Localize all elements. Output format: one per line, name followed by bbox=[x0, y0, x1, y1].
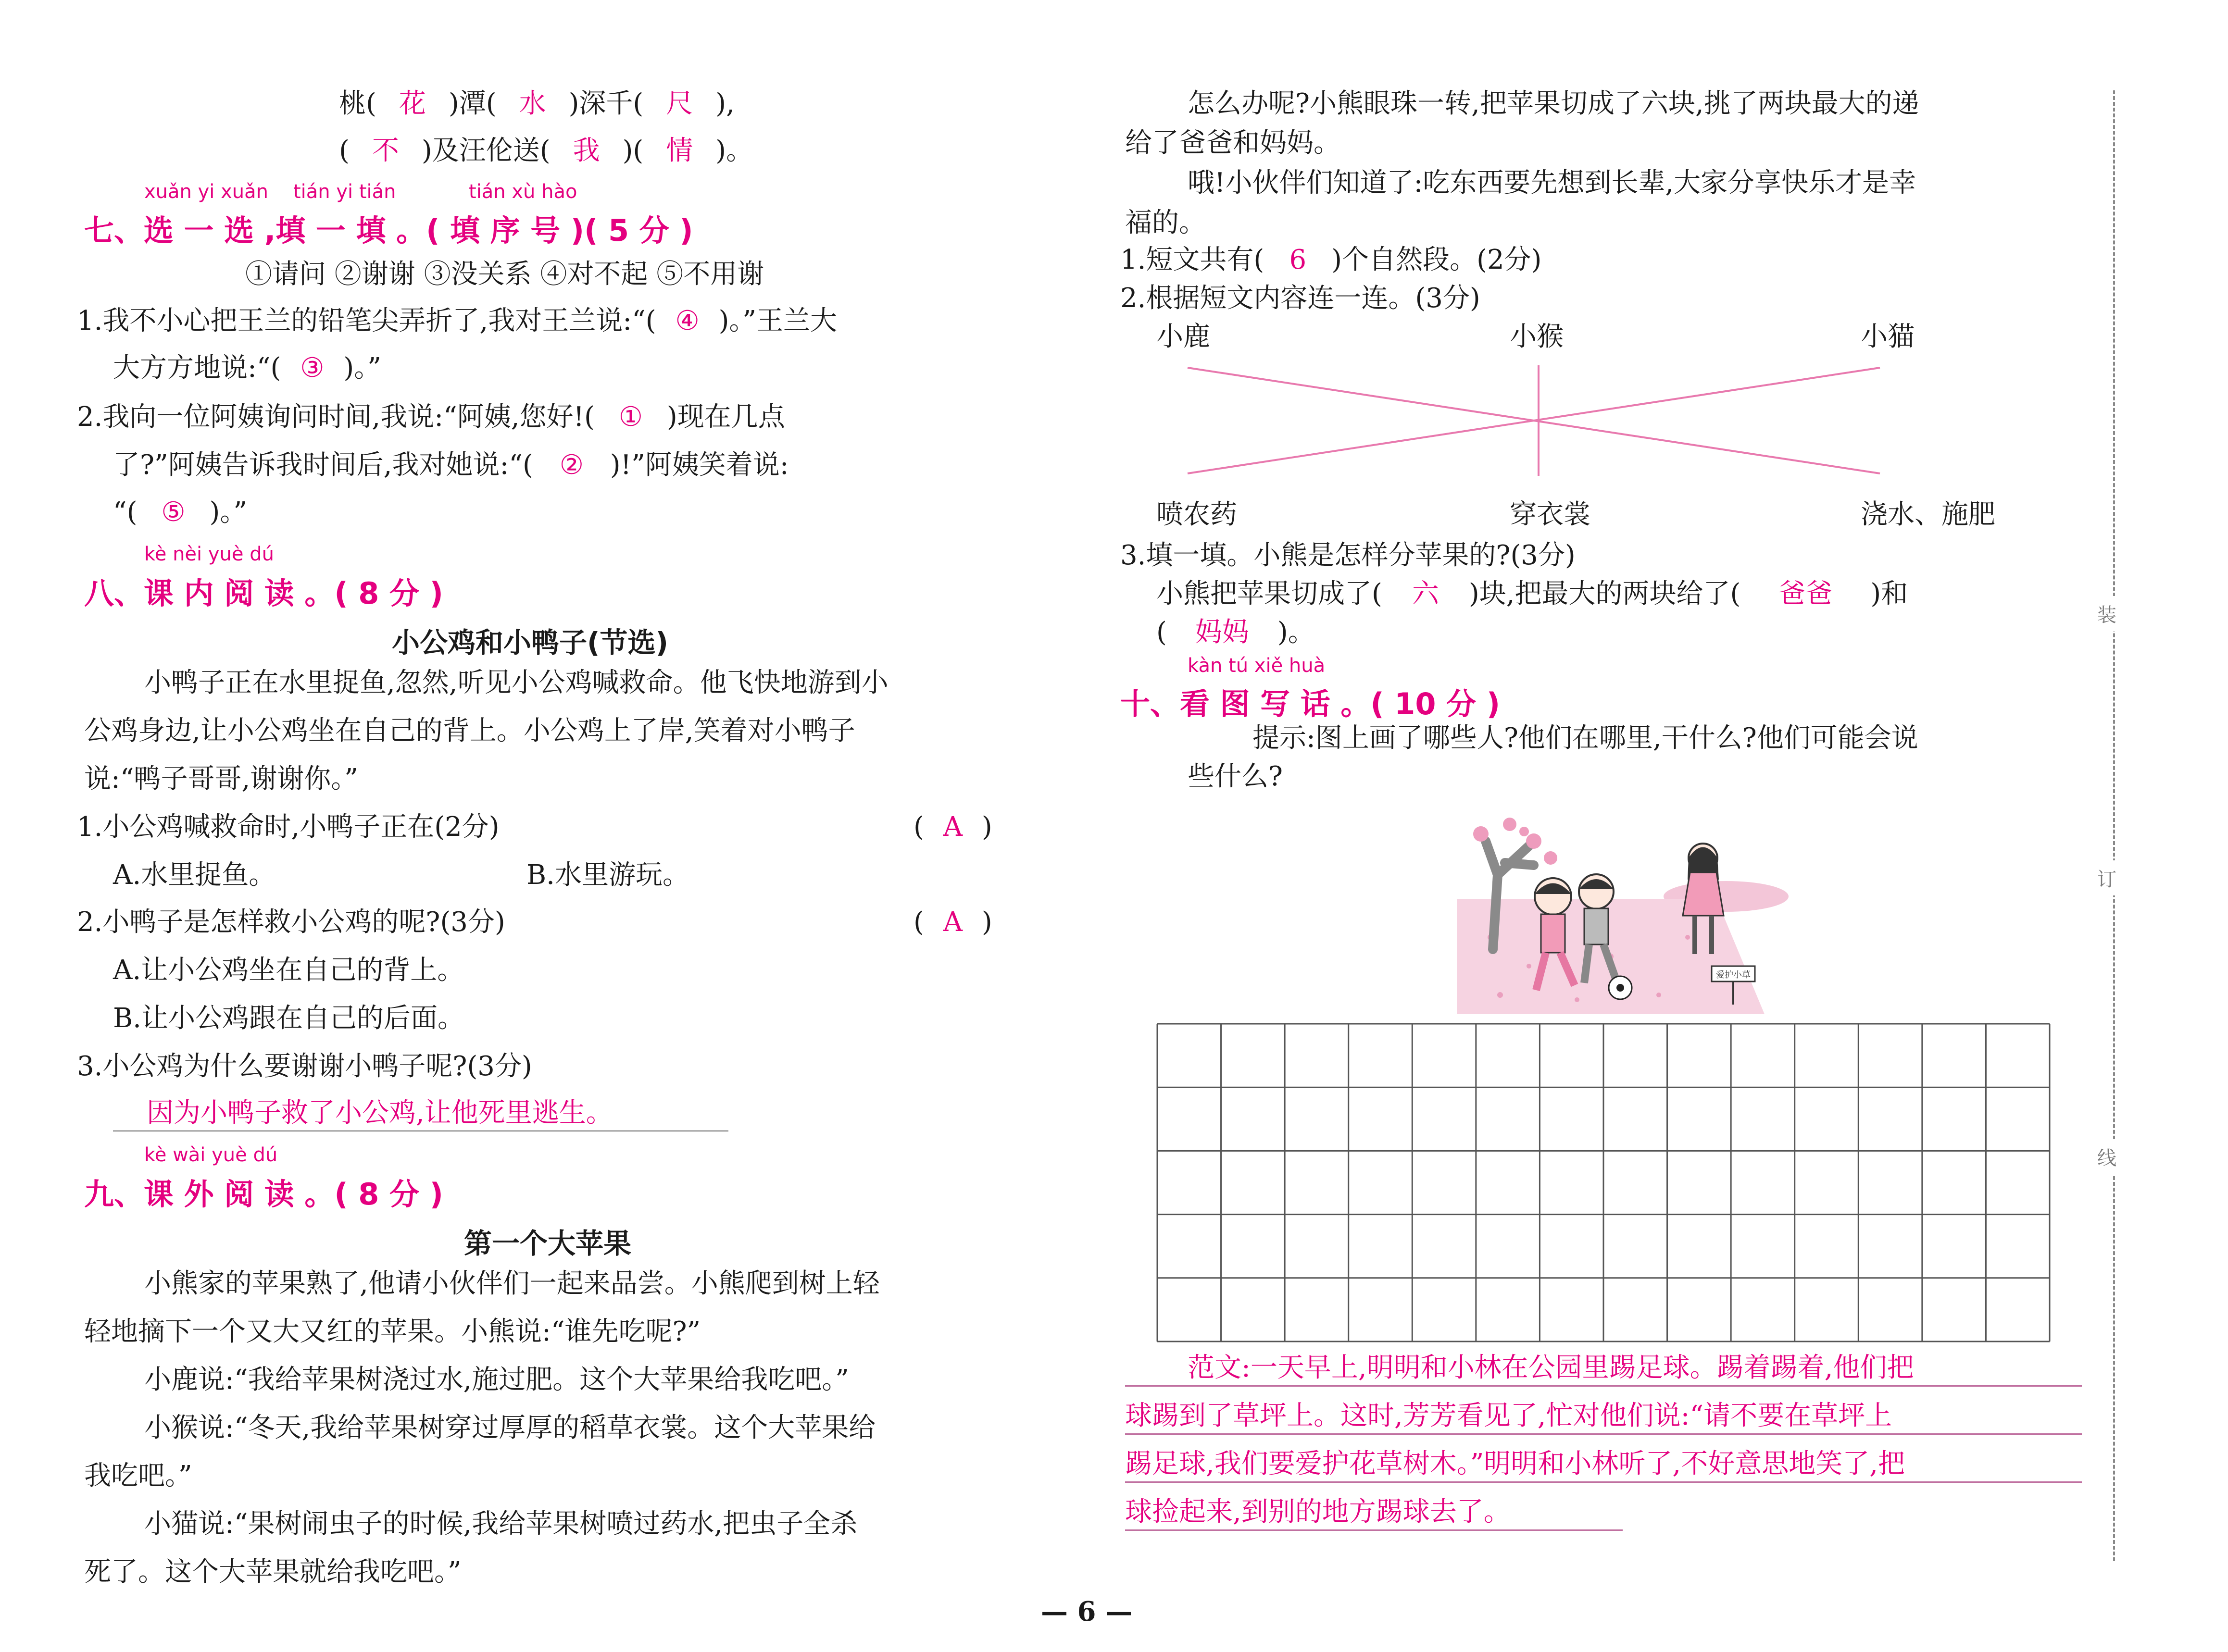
option-a: A.水里捉鱼。 bbox=[113, 859, 276, 891]
passage-line: 我吃吧。” bbox=[84, 1460, 192, 1491]
passage-line: 怎么办呢?小熊眼珠一转,把苹果切成了六块,挑了两块最大的递 bbox=[1188, 88, 1919, 119]
option-b: B.水里游玩。 bbox=[526, 859, 689, 891]
options-list: ①请问 ②谢谢 ③没关系 ④对不起 ⑤不用谢 bbox=[245, 259, 764, 290]
sign-text: 爱护小草 bbox=[1716, 970, 1751, 980]
illustration bbox=[1457, 812, 1793, 1019]
answer: ② bbox=[559, 449, 584, 481]
answer: 妈妈 bbox=[1195, 617, 1249, 648]
passage-line: 小鸭子正在水里捉鱼,忽然,听见小公鸡喊救命。他飞快地游到小 bbox=[144, 667, 889, 698]
passage-line: 公鸡身边,让小公鸡坐在自己的背上。小公鸡上了岸,笑着对小鸭子 bbox=[84, 715, 855, 746]
match-bottom-label: 喷农药 bbox=[1156, 499, 1237, 530]
passage-title: 第一个大苹果 bbox=[464, 1227, 632, 1260]
answer: A bbox=[943, 811, 963, 843]
answer: 情 bbox=[666, 135, 693, 166]
passage-line: 死了。这个大苹果就给我吃吧。” bbox=[84, 1556, 462, 1588]
essay-line: 球捡起来,到别的地方踢球去了。 bbox=[1125, 1495, 1623, 1531]
passage-line: 哦!小伙伴们知道了:吃东西要先想到长辈,大家分享快乐才是幸 bbox=[1188, 167, 1916, 199]
answer-paren: ( A ) bbox=[914, 810, 992, 845]
binding-line bbox=[2113, 90, 2115, 1561]
question-9-1: 1.短文共有( 6 )个自然段。(2分) bbox=[1120, 243, 1541, 277]
pinyin: xuǎn yi xuǎn bbox=[144, 181, 268, 203]
question-7-2b: 了?”阿姨告诉我时间后,我对她说:“( ② )!”阿姨笑着说: bbox=[113, 448, 789, 483]
question-9-2: 2.根据短文内容连一连。(3分) bbox=[1120, 283, 1480, 314]
section-10-title: 十、看 图 写 话 。( 10 分 ) bbox=[1120, 686, 1501, 721]
match-top-label: 小猴 bbox=[1510, 321, 1564, 352]
answer: 爸爸 bbox=[1778, 578, 1833, 609]
section-8-title: 八、课 内 阅 读 。( 8 分 ) bbox=[84, 576, 443, 611]
margin-char: 装 bbox=[2097, 596, 2116, 631]
answer: 六 bbox=[1412, 578, 1439, 609]
question-9-3a: 小熊把苹果切成了( 六 )块,把最大的两块给了( 爸爸 )和 bbox=[1156, 577, 1908, 611]
question-9-3: 3.填一填。小熊是怎样分苹果的?(3分) bbox=[1120, 540, 1576, 571]
page-number: — 6 — bbox=[1041, 1596, 1132, 1627]
answer-paren: ( A ) bbox=[914, 905, 992, 940]
margin-char: 线 bbox=[2097, 1139, 2116, 1174]
question-8-3: 3.小公鸡为什么要谢谢小鸭子呢?(3分) bbox=[77, 1051, 532, 1082]
hint-line: 些什么? bbox=[1188, 761, 1283, 792]
answer: ④ bbox=[675, 305, 700, 336]
answer: 6 bbox=[1289, 244, 1307, 275]
poem-line-2: ( 不 )及汪伦送( 我 )( 情 )。 bbox=[339, 134, 753, 168]
answer: 尺 bbox=[666, 88, 693, 119]
question-7-1a: 1.我不小心把王兰的铅笔尖弄折了,我对王兰说:“( ④ )。”王兰大 bbox=[77, 304, 837, 338]
question-9-3b: ( 妈妈 )。 bbox=[1156, 615, 1315, 650]
pinyin: kàn tú xiě huà bbox=[1188, 655, 1326, 677]
pinyin: tián yi tián bbox=[293, 181, 396, 203]
section-9-title: 九、课 外 阅 读 。( 8 分 ) bbox=[84, 1177, 443, 1212]
hint-line: 提示:图上画了哪些人?他们在哪里,干什么?他们可能会说 bbox=[1252, 722, 1918, 754]
question-7-2c: “( ⑤ )。” bbox=[113, 495, 247, 530]
margin-char: 订 bbox=[2097, 860, 2116, 895]
answer: ⑤ bbox=[161, 497, 186, 528]
essay-line: 范文:一天早上,明明和小林在公园里踢足球。踢着踢着,他们把 bbox=[1125, 1351, 2082, 1387]
passage-line: 小鹿说:“我给苹果树浇过水,施过肥。这个大苹果给我吃吧。” bbox=[144, 1364, 849, 1395]
match-top-label: 小猫 bbox=[1861, 321, 1915, 352]
passage-title: 小公鸡和小鸭子(节选) bbox=[392, 626, 669, 659]
answer-8-3: 因为小鸭子救了小公鸡,让他死里逃生。 bbox=[113, 1096, 728, 1131]
option-a: A.让小公鸡坐在自己的背上。 bbox=[113, 955, 464, 986]
passage-line: 轻地摘下一个又大又红的苹果。小熊说:“谁先吃呢?” bbox=[84, 1316, 701, 1347]
match-bottom-label: 穿衣裳 bbox=[1510, 499, 1590, 530]
answer: 不 bbox=[372, 135, 399, 166]
question-8-1: 1.小公鸡喊救命时,小鸭子正在(2分) bbox=[77, 811, 500, 843]
question-8-2: 2.小鸭子是怎样救小公鸡的呢?(3分) bbox=[77, 907, 505, 938]
section-7-title: 七、选 一 选 ,填 一 填 。( 填 序 号 )( 5 分 ) bbox=[84, 213, 693, 248]
answer: 花 bbox=[399, 88, 426, 119]
match-bottom-label: 浇水、施肥 bbox=[1861, 499, 1995, 530]
answer: ③ bbox=[300, 352, 325, 384]
pinyin: kè wài yuè dú bbox=[144, 1144, 278, 1166]
writing-grid bbox=[1156, 1023, 2051, 1342]
passage-line: 给了爸爸和妈妈。 bbox=[1125, 127, 1340, 159]
match-top-label: 小鹿 bbox=[1156, 321, 1210, 352]
answer: ① bbox=[618, 401, 643, 433]
question-7-1b: 大方方地说:“( ③ )。” bbox=[113, 351, 381, 385]
passage-line: 小熊家的苹果熟了,他请小伙伴们一起来品尝。小熊爬到树上轻 bbox=[144, 1268, 880, 1299]
pinyin: tián xù hào bbox=[469, 181, 577, 203]
matching-lines bbox=[1173, 356, 1894, 481]
question-7-2a: 2.我向一位阿姨询问时间,我说:“阿姨,您好!( ① )现在几点 bbox=[77, 400, 785, 435]
passage-line: 小猴说:“冬天,我给苹果树穿过厚厚的稻草衣裳。这个大苹果给 bbox=[144, 1412, 876, 1443]
answer: A bbox=[943, 907, 963, 938]
passage-line: 小猫说:“果树闹虫子的时候,我给苹果树喷过药水,把虫子全杀 bbox=[144, 1508, 858, 1540]
essay-line: 球踢到了草坪上。这时,芳芳看见了,忙对他们说:“请不要在草坪上 bbox=[1125, 1399, 2082, 1435]
essay-line: 踢足球,我们要爱护花草树木。”明明和小林听了,不好意思地笑了,把 bbox=[1125, 1447, 2082, 1483]
passage-line: 说:“鸭子哥哥,谢谢你。” bbox=[84, 763, 358, 795]
option-b: B.让小公鸡跟在自己的后面。 bbox=[113, 1003, 464, 1034]
pinyin: kè nèi yuè dú bbox=[144, 543, 274, 565]
passage-line: 福的。 bbox=[1125, 207, 1206, 238]
answer: 我 bbox=[573, 135, 600, 166]
poem-line-1: 桃( 花 )潭( 水 )深千( 尺 ), bbox=[339, 87, 735, 121]
answer: 水 bbox=[519, 88, 546, 119]
